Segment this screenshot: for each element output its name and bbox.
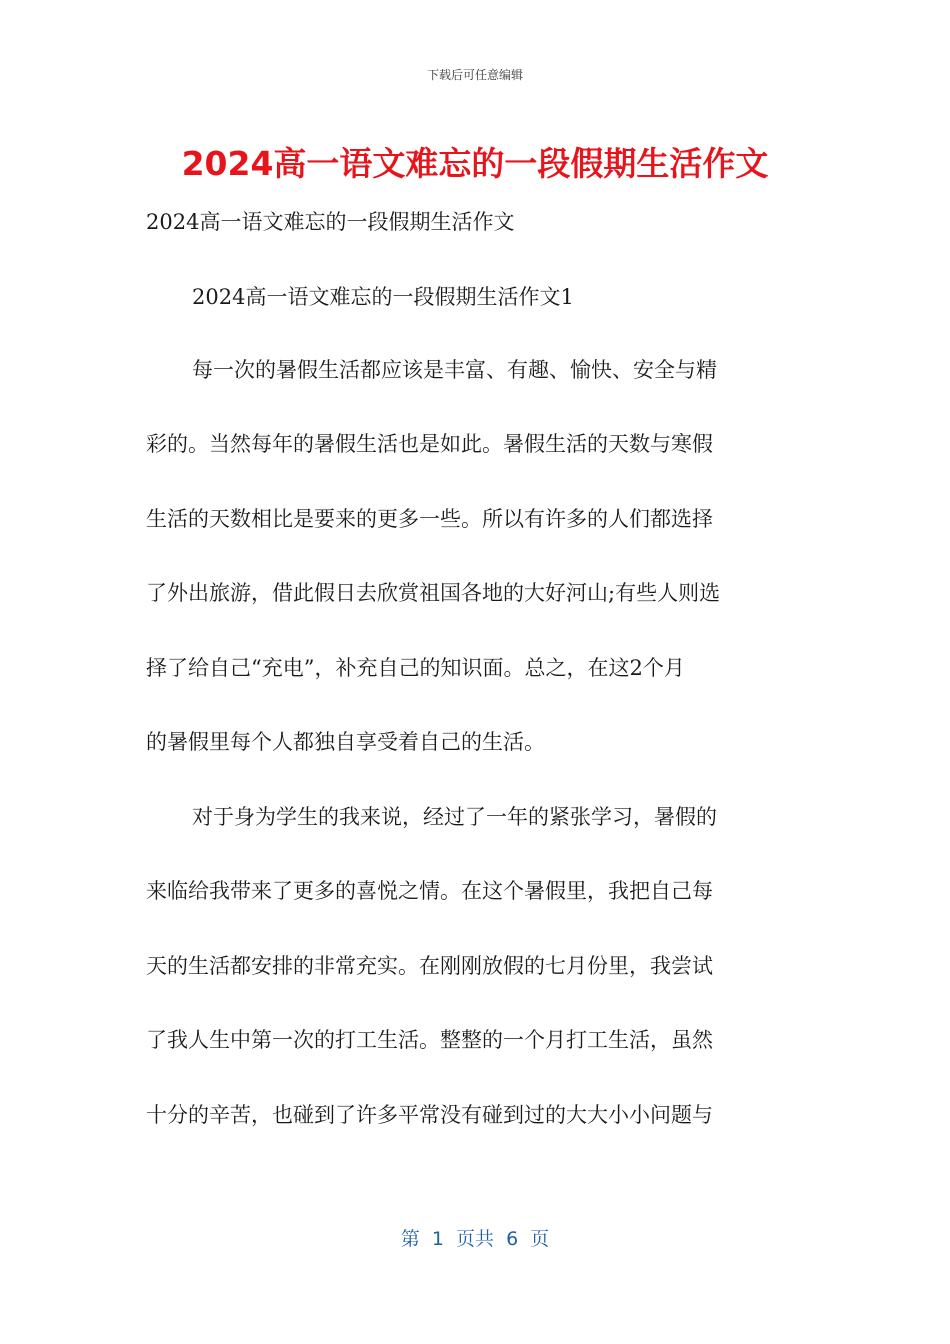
section-heading: 2024高一语文难忘的一段假期生活作文1: [192, 285, 574, 309]
body-line: 十分的辛苦，也碰到了许多平常没有碰到过的大大小小问题与: [146, 1103, 713, 1127]
body-line: 天的生活都安排的非常充实。在刚刚放假的七月份里，我尝试: [146, 954, 713, 978]
page-number-footer: 第 1 页共 6 页: [400, 1228, 550, 1250]
body-line: 2024高一语文难忘的一段假期生活作文: [146, 210, 515, 234]
document-title: 2024高一语文难忘的一段假期生活作文: [181, 144, 769, 183]
body-line: 了我人生中第一次的打工生活。整整的一个月打工生活，虽然: [146, 1028, 713, 1052]
page-header: 下载后可任意编辑: [426, 68, 523, 82]
body-line: 生活的天数相比是要来的更多一些。所以有许多的人们都选择: [146, 507, 713, 531]
body-line: 了外出旅游，借此假日去欣赏祖国各地的大好河山;有些人则选: [146, 581, 721, 605]
body-line: 每一次的暑假生活都应该是丰富、有趣、愉快、安全与精: [192, 358, 717, 382]
body-line: 对于身为学生的我来说，经过了一年的紧张学习，暑假的: [192, 805, 717, 829]
body-line: 择了给自己“充电”，补充自己的知识面。总之，在这2个月: [146, 656, 685, 680]
body-line: 来临给我带来了更多的喜悦之情。在这个暑假里，我把自己每: [146, 879, 713, 903]
body-line: 彩的。当然每年的暑假生活也是如此。暑假生活的天数与寒假: [146, 432, 713, 456]
body-line: 的暑假里每个人都独自享受着自己的生活。: [146, 730, 545, 754]
